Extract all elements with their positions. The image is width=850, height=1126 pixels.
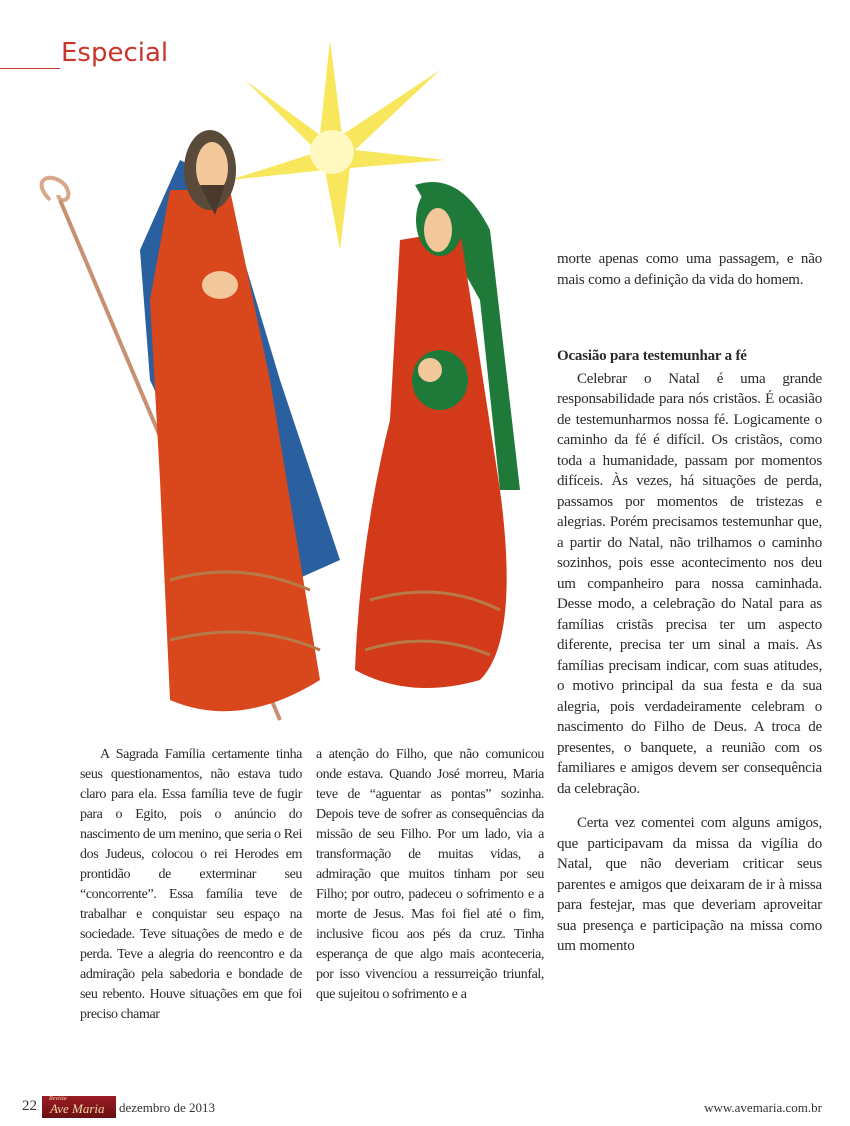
magazine-logo: [42, 1096, 116, 1118]
paragraph: A Sagrada Família certamente tinha seus questionamentos, não estava tudo claro para ela. Essa família teve de fugir para o Egito, pois o anúncio do nascimento de um menino, que seria o Rei dos Judeus, colocou o rei Herodes em prontidão de exterminar seu “concorrente”. Essa família teve de trabalhar e conquistar seu espaço na sociedade. Teve situações de medo e de perda. Teve a alegria do reencontro e da admiração pela sabedoria e bondade de seu rebento. Houve situações em que foi preciso chamar: [80, 747, 302, 1022]
page-number: 22: [22, 1098, 37, 1114]
article-column-3-top: [557, 249, 822, 290]
article-column-3: [557, 346, 822, 957]
paragraph: Certa vez comentei com alguns amigos, que participavam da missa da vigília do Natal, que não deveriam criticar seus parentes e amigos que deixaram de ir à missa para festejar, mas que deveriam aproveitar sua presença e participação na missa como um momento: [557, 815, 822, 954]
mary-figurine: [355, 182, 520, 688]
joseph-figurine: [42, 130, 340, 720]
paragraph: Celebrar o Natal é uma grande responsabilidade para nós cristãos. É ocasião de testemunharmos nossa fé. Logicamente o caminho da fé é difícil. Os cristãos, como toda a humanidade, passam por momentos difíceis. Às vezes, há situações de perda, passamos por momentos de tristezas e alegrias. Porém precisamos testemunhar que, a partir do Natal, não trilhamos o caminho sozinhos, pois esse acontecimento nos deu um companheiro para nossa caminhada. Desse modo, a celebração do Natal para as famílias cristãs precisa ter um aspecto diferente, precisa ter um sinal a mais. As famílias precisam indicar, com suas atitudes, o motivo principal da sua festa e da sua alegria, pois verdadeiramente celebram o nascimento do Filho de Deus. A troca de presentes, o banquete, a reunião com os familiares e amigos devem ser consequência da celebração.: [557, 370, 822, 797]
subheading: Ocasião para testemunhar a fé: [557, 348, 747, 364]
nativity-figurines-photo: [20, 40, 550, 740]
paragraph: a atenção do Filho, que não comunicou onde estava. Quando José morreu, Maria teve de “aguentar as pontas” sozinha. Depois teve de sofrer as consequências da missão de seu Filho. Por um lado, via a transformação de muitas vidas, a admiração que muitos tinham por seu Filho; por outro, padeceu o sofrimento e a morte de Jesus. Mas foi fiel até o fim, inclusive ficou aos pés da cruz. Tinha esperança de que algo mais aconteceria, por isso vivenciou a ressurreição triunfal, que sujeitou o sofrimento e a: [316, 747, 544, 1002]
issue-date: dezembro de 2013: [119, 1100, 216, 1115]
section-title: Especial: [61, 38, 169, 68]
website-link[interactable]: www.avemaria.com.br: [704, 1100, 822, 1115]
logo-text: Ave Maria: [50, 1101, 105, 1116]
logo-small-text: Revista: [49, 1096, 67, 1102]
paragraph: morte apenas como uma passagem, e não mais como a definição da vida do homem.: [557, 251, 822, 288]
article-column-1: [80, 745, 302, 1025]
article-column-2: [316, 745, 544, 1005]
star-icon: [230, 40, 445, 250]
